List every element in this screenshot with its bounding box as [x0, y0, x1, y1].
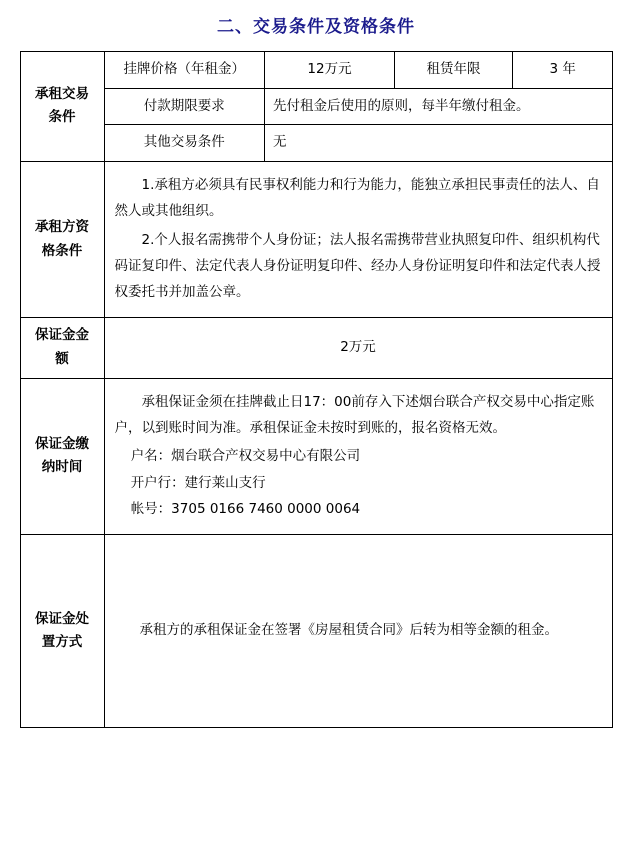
deposit-disposal-cell: [104, 535, 612, 728]
deposit-payment-cell: [104, 378, 612, 535]
conditions-table: [20, 51, 613, 728]
page-title: 二、交易条件及资格条件: [217, 17, 415, 37]
deposit-account-name: 户名：烟台联合产权交易中心有限公司: [130, 448, 361, 465]
table-row-deposit-disposal: [20, 535, 612, 728]
row-label-deposit-payment: 保证金缴纳时间: [20, 378, 104, 535]
deposit-bank: 开户行：建行莱山支行: [130, 474, 266, 491]
payment-label: 付款期限要求: [105, 88, 265, 125]
row-label-qualification: 承租方资格条件: [20, 161, 104, 318]
deposit-account-number: 帐号：3705 0166 7460 0000 0064: [130, 500, 361, 517]
deposit-amount-value: 2万元: [104, 318, 612, 378]
qualification-item-1: 1.承租方必须具有民事权利能力和行为能力，能独立承担民事责任的法人、自然人或其他组织。: [114, 176, 600, 220]
table-row-price: [105, 52, 613, 88]
table-row-payment: [105, 88, 613, 125]
qualification-item-2: 2.个人报名需携带个人身份证；法人报名需携带营业执照复印件、组织机构代码证复印件、法定代表人身份证明复印件、经办人身份证明复印件和法定代表人授权委托书并加盖公章。: [114, 231, 601, 301]
transaction-cell: [104, 52, 612, 162]
table-row-qualification: [20, 161, 612, 318]
term-label: 租赁年限: [395, 52, 513, 88]
price-label: 挂牌价格（年租金）: [105, 52, 265, 88]
document-page: [0, 12, 632, 841]
other-label: 其他交易条件: [105, 125, 265, 161]
table-row-deposit-payment: [20, 378, 612, 535]
other-value: 无: [265, 125, 613, 161]
row-label-deposit-amount: 保证金金额: [20, 318, 104, 378]
term-value: 3 年: [513, 52, 613, 88]
table-row-other: [105, 125, 613, 161]
qualification-cell: [104, 161, 612, 318]
table-row-transaction: [20, 52, 612, 162]
transaction-subtable: [105, 52, 613, 161]
payment-value: 先付租金后使用的原则，每半年缴付租金。: [265, 88, 613, 125]
table-row-deposit-amount: [20, 318, 612, 378]
deposit-disposal-value: 承租方的承租保证金在签署《房屋租赁合同》后转为相等金额的租金。: [139, 622, 558, 639]
row-label-transaction: 承租交易条件: [20, 52, 104, 162]
price-value: 12万元: [265, 52, 395, 88]
deposit-payment-paragraph: 承租保证金须在挂牌截止日17：00前存入下述烟台联合产权交易中心指定账户，以到账时间为准。承租保证金未按时到账的，报名资格无效。: [114, 393, 595, 436]
row-label-deposit-disposal: 保证金处置方式: [20, 535, 104, 728]
